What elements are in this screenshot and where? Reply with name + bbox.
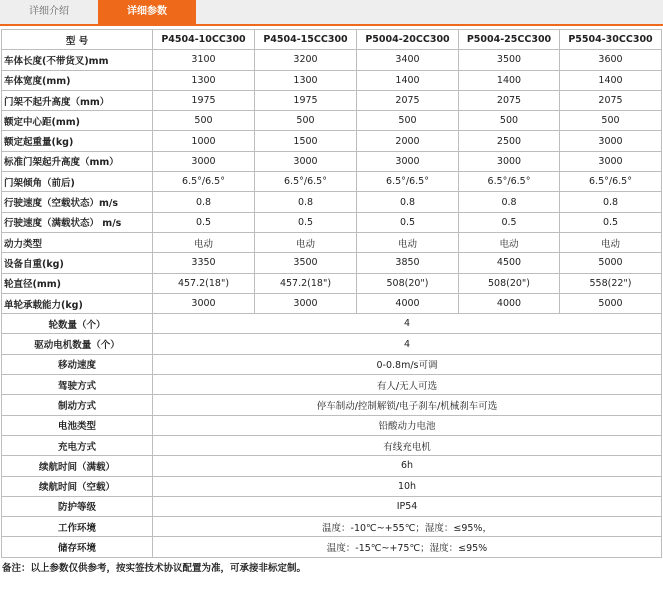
table-cell: 558(22") [560, 273, 662, 293]
table-cell: 457.2(18") [153, 273, 255, 293]
table-cell: 0.8 [560, 192, 662, 212]
table-cell: 2075 [560, 90, 662, 110]
table-row [2, 415, 662, 435]
row-label: 单轮承载能力(kg) [2, 293, 153, 313]
table-row [2, 496, 662, 516]
row-label: 驾驶方式 [2, 375, 153, 395]
row-label: 电池类型 [2, 415, 153, 435]
table-row [2, 172, 662, 192]
row-label: 防护等级 [2, 496, 153, 516]
table-cell: 2075 [459, 90, 560, 110]
table-cell: 6.5°/6.5° [255, 172, 357, 192]
table-cell: 1500 [255, 131, 357, 151]
table-cell: 电动 [560, 232, 662, 252]
table-cell: 4500 [459, 253, 560, 273]
table-cell: 6.5°/6.5° [459, 172, 560, 192]
table-cell: 0.5 [560, 212, 662, 232]
table-cell: 3000 [255, 151, 357, 171]
row-label: 车体宽度(mm) [2, 70, 153, 90]
row-label: 行驶速度（空载状态）m/s [2, 192, 153, 212]
table-cell: 3000 [357, 151, 459, 171]
table-cell-merged: 4 [153, 334, 662, 354]
row-label: 额定起重量(kg) [2, 131, 153, 151]
table-cell: 4000 [357, 293, 459, 313]
row-label: 行驶速度（满载状态） m/s [2, 212, 153, 232]
table-cell: 3100 [153, 50, 255, 70]
table-cell: 1975 [255, 90, 357, 110]
table-row [2, 334, 662, 354]
row-label: 移动速度 [2, 354, 153, 374]
row-label: 门架倾角（前后) [2, 172, 153, 192]
table-cell: 0.5 [153, 212, 255, 232]
table-cell: 0.8 [153, 192, 255, 212]
table-cell: 3500 [255, 253, 357, 273]
table-cell: 500 [153, 111, 255, 131]
row-label: 设备自重(kg) [2, 253, 153, 273]
table-cell: 3500 [459, 50, 560, 70]
table-cell: 电动 [255, 232, 357, 252]
table-cell: 电动 [459, 232, 560, 252]
row-label: 动力类型 [2, 232, 153, 252]
table-cell: 0.5 [459, 212, 560, 232]
table-cell: 3600 [560, 50, 662, 70]
row-label: 门架不起升高度（mm） [2, 90, 153, 110]
table-cell: 2500 [459, 131, 560, 151]
row-label: 制动方式 [2, 395, 153, 415]
table-row [2, 111, 662, 131]
table-cell: 500 [459, 111, 560, 131]
table-cell: 1400 [357, 70, 459, 90]
table-cell: 500 [255, 111, 357, 131]
table-row [2, 476, 662, 496]
header-model: P4504-10CC300 [153, 30, 255, 50]
tab-detail-params[interactable]: 详细参数 [98, 0, 196, 24]
table-cell: 4000 [459, 293, 560, 313]
table-cell-merged: IP54 [153, 496, 662, 516]
row-label: 车体长度(不带货叉)mm [2, 50, 153, 70]
table-cell: 0.5 [255, 212, 357, 232]
table-cell: 0.5 [357, 212, 459, 232]
table-cell: 500 [357, 111, 459, 131]
table-cell-merged: 0-0.8m/s可调 [153, 354, 662, 374]
table-cell: 5000 [560, 293, 662, 313]
table-cell: 5000 [560, 253, 662, 273]
table-cell-merged: 铅酸动力电池 [153, 415, 662, 435]
row-label: 工作环境 [2, 517, 153, 537]
spec-table [1, 29, 662, 558]
header-model: P5504-30CC300 [560, 30, 662, 50]
table-cell: 1400 [560, 70, 662, 90]
table-cell: 6.5°/6.5° [560, 172, 662, 192]
table-row [2, 273, 662, 293]
table-row [2, 375, 662, 395]
table-cell: 508(20") [459, 273, 560, 293]
table-row [2, 435, 662, 455]
header-model: P4504-15CC300 [255, 30, 357, 50]
row-label: 储存环境 [2, 537, 153, 557]
table-cell-merged: 温度：-10℃~+55℃；湿度：≤95%， [153, 517, 662, 537]
row-label: 充电方式 [2, 435, 153, 455]
table-row [2, 232, 662, 252]
table-cell: 0.8 [255, 192, 357, 212]
table-cell: 500 [560, 111, 662, 131]
table-cell: 2000 [357, 131, 459, 151]
table-cell: 1300 [153, 70, 255, 90]
table-cell: 3850 [357, 253, 459, 273]
header-model: P5004-20CC300 [357, 30, 459, 50]
table-cell: 3200 [255, 50, 357, 70]
header-model-label: 型 号 [2, 30, 153, 50]
table-cell: 1975 [153, 90, 255, 110]
table-row [2, 70, 662, 90]
table-cell: 3000 [560, 151, 662, 171]
table-row [2, 517, 662, 537]
row-label: 驱动电机数量（个） [2, 334, 153, 354]
row-label: 续航时间（空载） [2, 476, 153, 496]
table-cell: 3000 [153, 151, 255, 171]
table-row [2, 354, 662, 374]
table-cell-merged: 10h [153, 476, 662, 496]
table-cell-merged: 有人/无人可选 [153, 375, 662, 395]
table-cell: 电动 [357, 232, 459, 252]
row-label: 轮数量（个） [2, 314, 153, 334]
tab-bar [0, 0, 663, 26]
table-cell: 1400 [459, 70, 560, 90]
row-label: 标准门架起升高度（mm） [2, 151, 153, 171]
footnote: 备注：以上参数仅供参考，按实签技术协议配置为准，可承接非标定制。 [2, 563, 307, 574]
table-cell: 508(20") [357, 273, 459, 293]
table-row [2, 537, 662, 557]
table-row [2, 253, 662, 273]
table-cell: 电动 [153, 232, 255, 252]
table-header-row [2, 30, 662, 50]
table-row [2, 131, 662, 151]
tab-detail-intro[interactable]: 详细介绍 [29, 6, 69, 17]
table-cell: 3400 [357, 50, 459, 70]
table-cell-merged: 温度：-15℃~+75℃；湿度：≤95% [153, 537, 662, 557]
table-row [2, 151, 662, 171]
table-cell: 0.8 [357, 192, 459, 212]
table-cell: 3350 [153, 253, 255, 273]
table-row [2, 50, 662, 70]
table-cell: 0.8 [459, 192, 560, 212]
table-cell: 6.5°/6.5° [357, 172, 459, 192]
table-cell: 3000 [560, 131, 662, 151]
table-cell-merged: 停车制动/控制解锁/电子刹车/机械刹车可选 [153, 395, 662, 415]
table-cell: 457.2(18") [255, 273, 357, 293]
table-cell: 2075 [357, 90, 459, 110]
table-row [2, 192, 662, 212]
table-row [2, 456, 662, 476]
table-cell: 6.5°/6.5° [153, 172, 255, 192]
table-cell: 3000 [255, 293, 357, 313]
table-cell: 1000 [153, 131, 255, 151]
table-row [2, 314, 662, 334]
table-row [2, 395, 662, 415]
table-cell: 3000 [153, 293, 255, 313]
table-row [2, 90, 662, 110]
table-cell-merged: 4 [153, 314, 662, 334]
row-label: 轮直径(mm) [2, 273, 153, 293]
row-label: 续航时间（满载） [2, 456, 153, 476]
table-cell-merged: 有线充电机 [153, 435, 662, 455]
table-cell: 1300 [255, 70, 357, 90]
table-row [2, 212, 662, 232]
table-cell: 3000 [459, 151, 560, 171]
row-label: 额定中心距(mm) [2, 111, 153, 131]
table-cell-merged: 6h [153, 456, 662, 476]
table-row [2, 293, 662, 313]
header-model: P5004-25CC300 [459, 30, 560, 50]
